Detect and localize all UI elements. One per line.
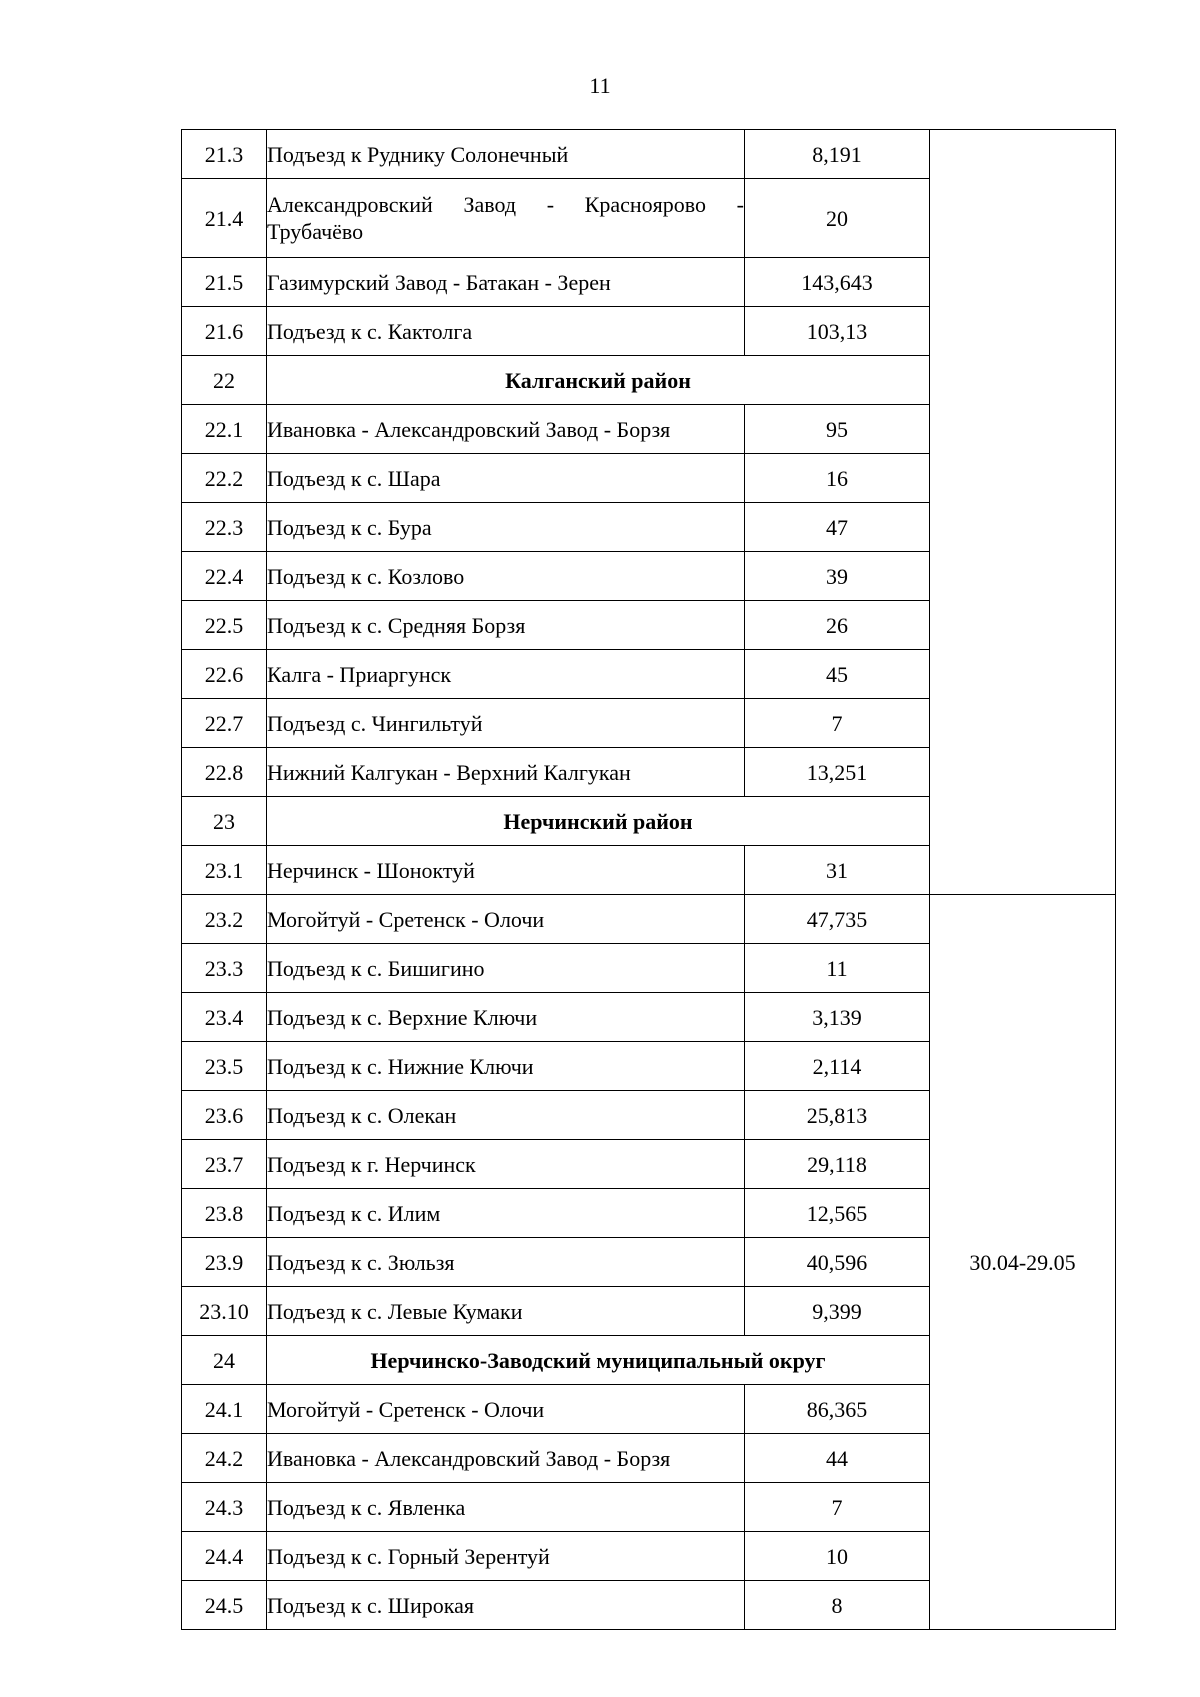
- road-name: Подъезд к с. Левые Кумаки: [267, 1287, 745, 1336]
- road-number: 24.2: [182, 1434, 267, 1483]
- road-length: 10: [745, 1532, 930, 1581]
- restriction-period: [930, 130, 1116, 895]
- road-number: 21.5: [182, 258, 267, 307]
- road-length: 44: [745, 1434, 930, 1483]
- road-length: 20: [745, 179, 930, 258]
- district-name: Нерчинско-Заводский муниципальный округ: [267, 1336, 930, 1385]
- road-number: 22.6: [182, 650, 267, 699]
- road-length: 31: [745, 846, 930, 895]
- district-name: Нерчинский район: [267, 797, 930, 846]
- road-name: Подъезд к с. Нижние Ключи: [267, 1042, 745, 1091]
- road-length: 95: [745, 405, 930, 454]
- road-name: Подъезд к г. Нерчинск: [267, 1140, 745, 1189]
- road-length: 40,596: [745, 1238, 930, 1287]
- road-name: Подъезд к с. Горный Зерентуй: [267, 1532, 745, 1581]
- road-length: 26: [745, 601, 930, 650]
- road-name: Ивановка - Александровский Завод - Борзя: [267, 405, 745, 454]
- road-number: 22.1: [182, 405, 267, 454]
- road-name: Подъезд к Руднику Солонечный: [267, 130, 745, 179]
- restriction-period: 30.04-29.05: [930, 895, 1116, 1630]
- road-length: 143,643: [745, 258, 930, 307]
- road-number: 22.5: [182, 601, 267, 650]
- road-number: 23.9: [182, 1238, 267, 1287]
- table-row: [182, 895, 1116, 944]
- road-number: 22.8: [182, 748, 267, 797]
- road-number: 23.2: [182, 895, 267, 944]
- road-length: 86,365: [745, 1385, 930, 1434]
- road-name: Нерчинск - Шоноктуй: [267, 846, 745, 895]
- road-name: Газимурский Завод - Батакан - Зерен: [267, 258, 745, 307]
- road-name: Нижний Калгукан - Верхний Калгукан: [267, 748, 745, 797]
- road-length: 47,735: [745, 895, 930, 944]
- road-length: 25,813: [745, 1091, 930, 1140]
- road-name: Подъезд к с. Шара: [267, 454, 745, 503]
- road-number: 24.3: [182, 1483, 267, 1532]
- road-length: 9,399: [745, 1287, 930, 1336]
- road-name: Подъезд к с. Средняя Борзя: [267, 601, 745, 650]
- road-name: Подъезд к с. Верхние Ключи: [267, 993, 745, 1042]
- road-length: 11: [745, 944, 930, 993]
- road-length: 16: [745, 454, 930, 503]
- road-name: Подъезд к с. Бишигино: [267, 944, 745, 993]
- road-length: 8,191: [745, 130, 930, 179]
- road-name: Могойтуй - Сретенск - Олочи: [267, 1385, 745, 1434]
- road-length: 39: [745, 552, 930, 601]
- road-name: Ивановка - Александровский Завод - Борзя: [267, 1434, 745, 1483]
- road-name: Александровский Завод - Краснoярово - Трубачёво: [267, 179, 745, 258]
- road-number: 23.7: [182, 1140, 267, 1189]
- road-length: 47: [745, 503, 930, 552]
- road-name: Могойтуй - Сретенск - Олочи: [267, 895, 745, 944]
- road-number: 24.1: [182, 1385, 267, 1434]
- road-name: Подъезд к с. Бура: [267, 503, 745, 552]
- road-length: 13,251: [745, 748, 930, 797]
- road-number: 21.3: [182, 130, 267, 179]
- table-row: [182, 130, 1116, 179]
- road-number: 22.4: [182, 552, 267, 601]
- road-number: 23.6: [182, 1091, 267, 1140]
- road-number: 24.4: [182, 1532, 267, 1581]
- road-name: Подъезд к с. Широкая: [267, 1581, 745, 1630]
- road-length: 103,13: [745, 307, 930, 356]
- roads-table-body: [182, 130, 1116, 1630]
- road-number: 22.7: [182, 699, 267, 748]
- page-number: 11: [589, 73, 611, 98]
- road-number: 23.3: [182, 944, 267, 993]
- road-number: 22.2: [182, 454, 267, 503]
- road-length: 7: [745, 1483, 930, 1532]
- district-number: 22: [182, 356, 267, 405]
- road-number: 24.5: [182, 1581, 267, 1630]
- road-length: 12,565: [745, 1189, 930, 1238]
- district-number: 24: [182, 1336, 267, 1385]
- road-name: Подъезд к с. Кактолга: [267, 307, 745, 356]
- road-number: 23.4: [182, 993, 267, 1042]
- district-name: Калганский район: [267, 356, 930, 405]
- road-name: Подъезд с. Чингильтуй: [267, 699, 745, 748]
- road-length: 8: [745, 1581, 930, 1630]
- road-number: 23.10: [182, 1287, 267, 1336]
- district-number: 23: [182, 797, 267, 846]
- road-number: 21.4: [182, 179, 267, 258]
- road-name: Подъезд к с. Зюльзя: [267, 1238, 745, 1287]
- road-number: 22.3: [182, 503, 267, 552]
- road-number: 21.6: [182, 307, 267, 356]
- road-length: 3,139: [745, 993, 930, 1042]
- road-number: 23.5: [182, 1042, 267, 1091]
- road-number: 23.1: [182, 846, 267, 895]
- road-name: Подъезд к с. Явленка: [267, 1483, 745, 1532]
- road-name: Подъезд к с. Илим: [267, 1189, 745, 1238]
- road-length: 2,114: [745, 1042, 930, 1091]
- road-length: 45: [745, 650, 930, 699]
- road-name: Калга - Приаргунск: [267, 650, 745, 699]
- road-name: Подъезд к с. Олекан: [267, 1091, 745, 1140]
- road-number: 23.8: [182, 1189, 267, 1238]
- road-name: Подъезд к с. Козлово: [267, 552, 745, 601]
- road-length: 7: [745, 699, 930, 748]
- roads-table: [181, 129, 1116, 1630]
- road-length: 29,118: [745, 1140, 930, 1189]
